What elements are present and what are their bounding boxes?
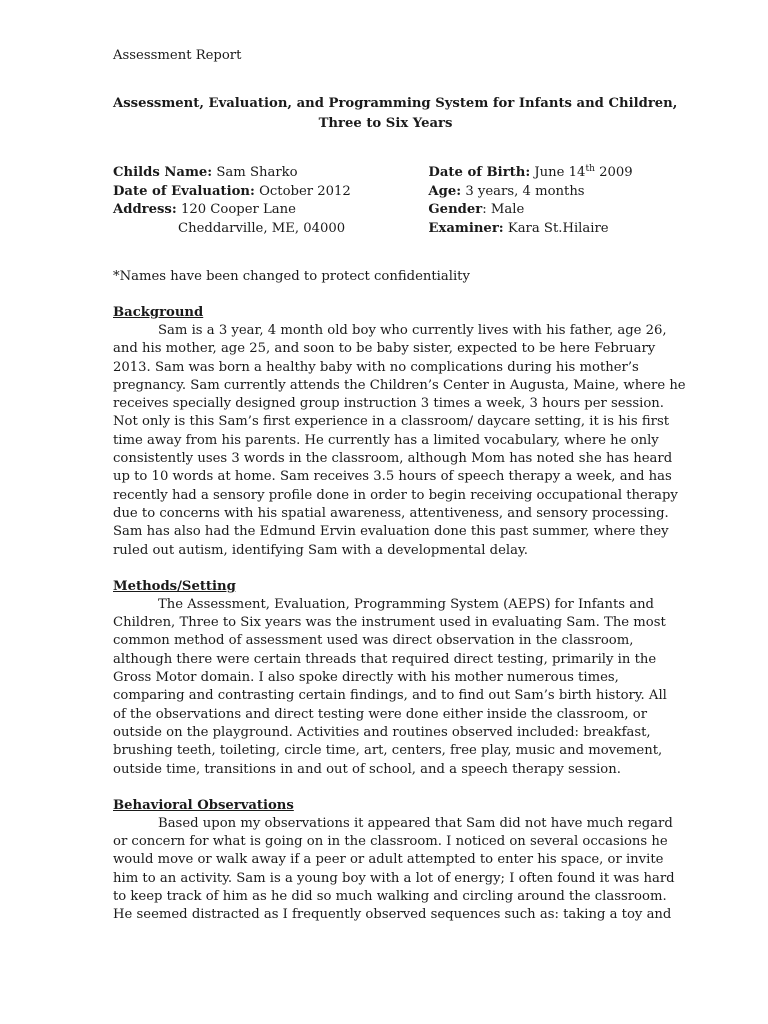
age-row <box>428 183 658 202</box>
address-line-1: 120 Cooper Lane <box>180 202 296 217</box>
paragraph-line: The Assessment, Evaluation, Programming System (AEPS) for Infants and <box>158 596 654 612</box>
paragraph-line: to keep track of him as he did so much walking and circling around the classroom. <box>113 889 667 905</box>
paragraph-line: due to concerns with his spatial awareness, attentiveness, and sensory processing. <box>113 505 669 521</box>
section-behavioral-observations <box>113 797 675 925</box>
paragraph-line: him to an activity. Sam is a young boy with a lot of energy; I often found it was hard <box>113 870 675 886</box>
paragraph-line: Not only is this Sam’s first experience in a classroom/ daycare setting, it is his first <box>113 414 670 430</box>
paragraph-line: time away from his parents. He currently has a limited vocabulary, where he only <box>113 432 659 448</box>
paragraph-line: and his mother, age 25, and soon to be baby sister, expected to be here February <box>113 341 656 357</box>
paragraph-line: common method of assessment used was direct observation in the classroom, <box>113 633 634 649</box>
section-paragraph <box>113 322 686 560</box>
document-page <box>113 46 686 925</box>
eval-date-row <box>113 183 428 202</box>
section-heading: Background <box>113 305 204 320</box>
section-heading: Behavioral Observations <box>113 797 294 813</box>
paragraph-line: 2013. Sam was born a healthy baby with no complications during his mother’s <box>113 359 639 375</box>
address-label: Address: <box>113 202 177 217</box>
paragraph-line: consistently uses 3 words in the classroom, although Mom has noted she has heard <box>113 451 673 467</box>
age-value: 3 years, 4 months <box>465 183 585 199</box>
paragraph-line: Gross Motor domain. I also spoke directly with his mother numerous times, <box>113 670 619 686</box>
confidentiality-note: *Names have been changed to protect confidentiality <box>113 269 470 284</box>
child-info-block <box>113 164 658 238</box>
child-name-row <box>113 164 428 183</box>
address-row <box>113 201 428 220</box>
section-methods-setting <box>113 578 667 779</box>
paragraph-line: would move or walk away if a peer or adult attempted to enter his space, or invite <box>113 852 664 868</box>
child-name-value: Sam Sharko <box>216 165 298 180</box>
gender-value: : Male <box>482 202 525 217</box>
paragraph-line: outside time, transitions in and out of school, and a speech therapy session. <box>113 761 621 777</box>
paragraph-line: Sam is a 3 year, 4 month old boy who currently lives with his father, age 26, <box>158 323 667 338</box>
eval-date-value: October 2012 <box>259 183 351 199</box>
document-label: Assessment Report <box>113 48 242 63</box>
title-line-1: Assessment, Evaluation, and Programming System for Infants and Children, <box>113 96 678 111</box>
eval-date-label: Date of Evaluation: <box>113 183 255 199</box>
paragraph-line: recently had a sensory profile done in order to begin receiving occupational therapy <box>113 487 678 503</box>
dob-label: Date of Birth: <box>428 165 531 180</box>
dob-day: June 14 <box>534 165 586 180</box>
address-line-2: Cheddarville, ME, 04000 <box>178 220 346 236</box>
paragraph-line: brushing teeth, toileting, circle time, art, centers, free play, music and movement, <box>113 743 663 759</box>
paragraph-line: receives specially designed group instruction 3 times a week, 3 hours per session. <box>113 396 664 412</box>
info-left-column <box>113 164 428 238</box>
child-name-label: Childs Name: <box>113 165 213 180</box>
paragraph-line: Sam has also had the Edmund Ervin evaluation done this past summer, where they <box>113 524 669 540</box>
examiner-label: Examiner: <box>428 220 504 236</box>
paragraph-line: of the observations and direct testing were done either inside the classroom, or <box>113 706 648 722</box>
report-sections <box>113 304 686 925</box>
examiner-row <box>428 220 658 239</box>
paragraph-line: Children, Three to Six years was the instrument used in evaluating Sam. The most <box>113 615 666 631</box>
section-paragraph <box>113 815 675 925</box>
gender-label: Gender <box>428 202 483 217</box>
paragraph-line: or concern for what is going on in the classroom. I noticed on several occasions he <box>113 834 668 850</box>
section-paragraph <box>113 596 667 779</box>
dob-suffix: th <box>585 164 595 174</box>
title-line-2: Three to Six Years <box>318 116 453 131</box>
paragraph-line: Based upon my observations it appeared that Sam did not have much regard <box>158 815 673 831</box>
section-background <box>113 304 686 560</box>
section-heading: Methods/Setting <box>113 578 236 594</box>
age-label: Age: <box>428 183 462 199</box>
dob-year: 2009 <box>599 165 633 180</box>
dob-row <box>428 164 658 183</box>
paragraph-line: although there were certain threads that required direct testing, primarily in the <box>113 651 657 667</box>
paragraph-line: ruled out autism, identifying Sam with a developmental delay. <box>113 542 528 558</box>
paragraph-line: He seemed distracted as I frequently observed sequences such as: taking a toy and <box>113 907 672 923</box>
paragraph-line: outside on the playground. Activities and routines observed included: breakfast, <box>113 724 651 740</box>
paragraph-line: pregnancy. Sam currently attends the Children’s Center in Augusta, Maine, where he <box>113 377 686 393</box>
paragraph-line: comparing and contrasting certain findings, and to find out Sam’s birth history. All <box>113 688 667 704</box>
info-right-column <box>428 164 658 238</box>
gender-row <box>428 201 658 220</box>
document-title <box>113 94 678 134</box>
paragraph-line: up to 10 words at home. Sam receives 3.5 hours of speech therapy a week, and has <box>113 469 672 485</box>
examiner-value: Kara St.Hilaire <box>507 220 609 236</box>
